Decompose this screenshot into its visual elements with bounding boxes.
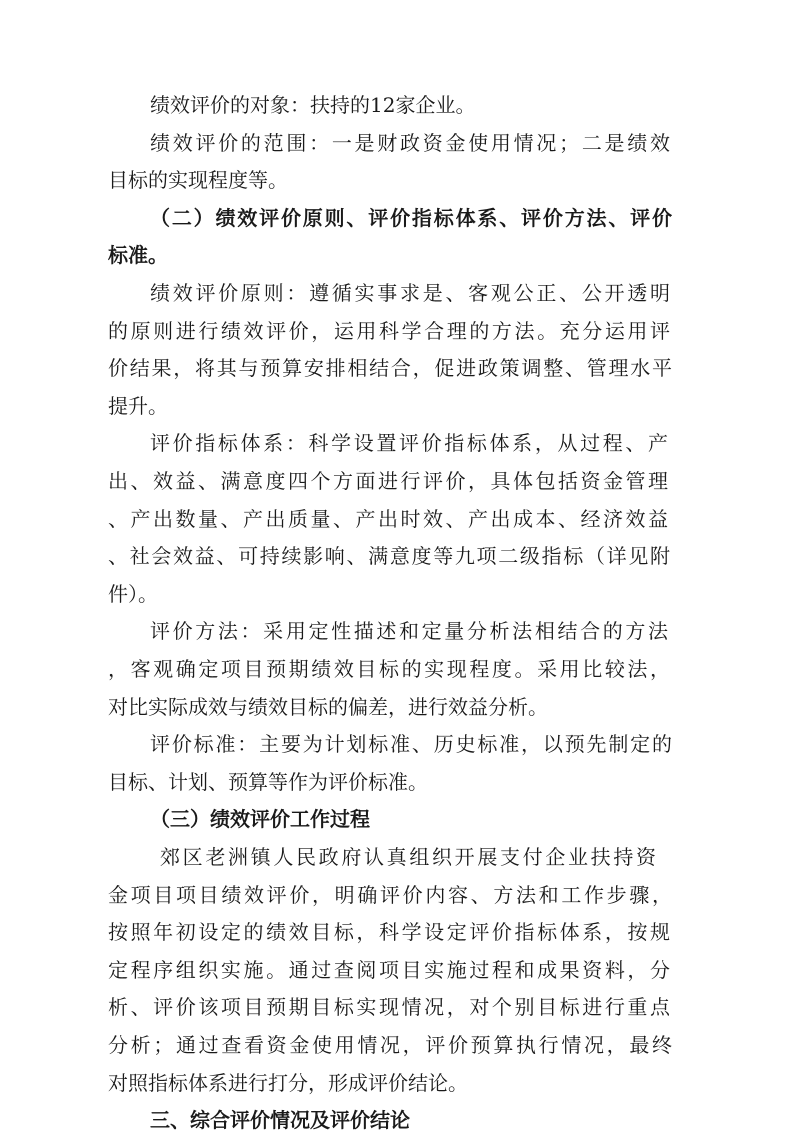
text-line: 绩效评价原则：遵循实事求是、客观公正、公开透明 <box>150 281 670 305</box>
section-heading: （二）绩效评价原则、评价指标体系、评价方法、评价 <box>150 206 672 230</box>
section-heading: （三）绩效评价工作过程 <box>150 807 370 831</box>
text-line: 、产出数量、产出质量、产出时效、产出成本、经济效益 <box>108 507 668 531</box>
text-line: 金项目项目绩效评价，明确评价内容、方法和工作步骤， <box>108 883 672 907</box>
text-line: 评价方法：采用定性描述和定量分析法相结合的方法 <box>150 619 668 643</box>
text-line: 评价指标体系：科学设置评价指标体系，从过程、产 <box>150 431 668 455</box>
section-heading: 标准。 <box>108 243 168 267</box>
text-line: 价结果，将其与预算安排相结合，促进政策调整、管理水平 <box>108 356 672 380</box>
text-line: 的原则进行绩效评价，运用科学合理的方法。充分运用评 <box>108 319 670 343</box>
text-line: 郊区老洲镇人民政府认真组织开展支付企业扶持资 <box>160 845 656 869</box>
text-line: ，客观确定项目预期绩效目标的实现程度。采用比较法， <box>108 657 670 681</box>
text-line: 析、评价该项目预期目标实现情况，对个别目标进行重点 <box>108 995 670 1019</box>
text-line: 对照指标体系进行打分，形成评价结论。 <box>108 1071 468 1095</box>
text-line: 分析；通过查看资金使用情况，评价预算执行情况，最终 <box>108 1033 672 1057</box>
text-line: 绩效评价的对象：扶持的12家企业。 <box>150 93 476 117</box>
text-line: 目标、计划、预算等作为评价标准。 <box>108 770 428 794</box>
text-line: 出、效益、满意度四个方面进行评价，具体包括资金管理 <box>108 469 668 493</box>
text-line: 、社会效益、可持续影响、满意度等九项二级指标（详见附 <box>108 544 670 568</box>
text-line: 件）。 <box>108 582 158 606</box>
chapter-heading: 三、综合评价情况及评价结论 <box>150 1108 410 1132</box>
text-line: 提升。 <box>108 394 168 418</box>
text-line: 评价标准：主要为计划标准、历史标准，以预先制定的 <box>150 732 672 756</box>
text-line: 对比实际成效与绩效目标的偏差，进行效益分析。 <box>108 695 548 719</box>
text-line: 按照年初设定的绩效目标，科学设定评价指标体系，按规 <box>108 920 670 944</box>
text-line: 定程序组织实施。通过查阅项目实施过程和成果资料，分 <box>108 958 670 982</box>
text-line: 目标的实现程度等。 <box>108 168 288 192</box>
text-line: 绩效评价的范围：一是财政资金使用情况；二是绩效 <box>150 131 670 155</box>
